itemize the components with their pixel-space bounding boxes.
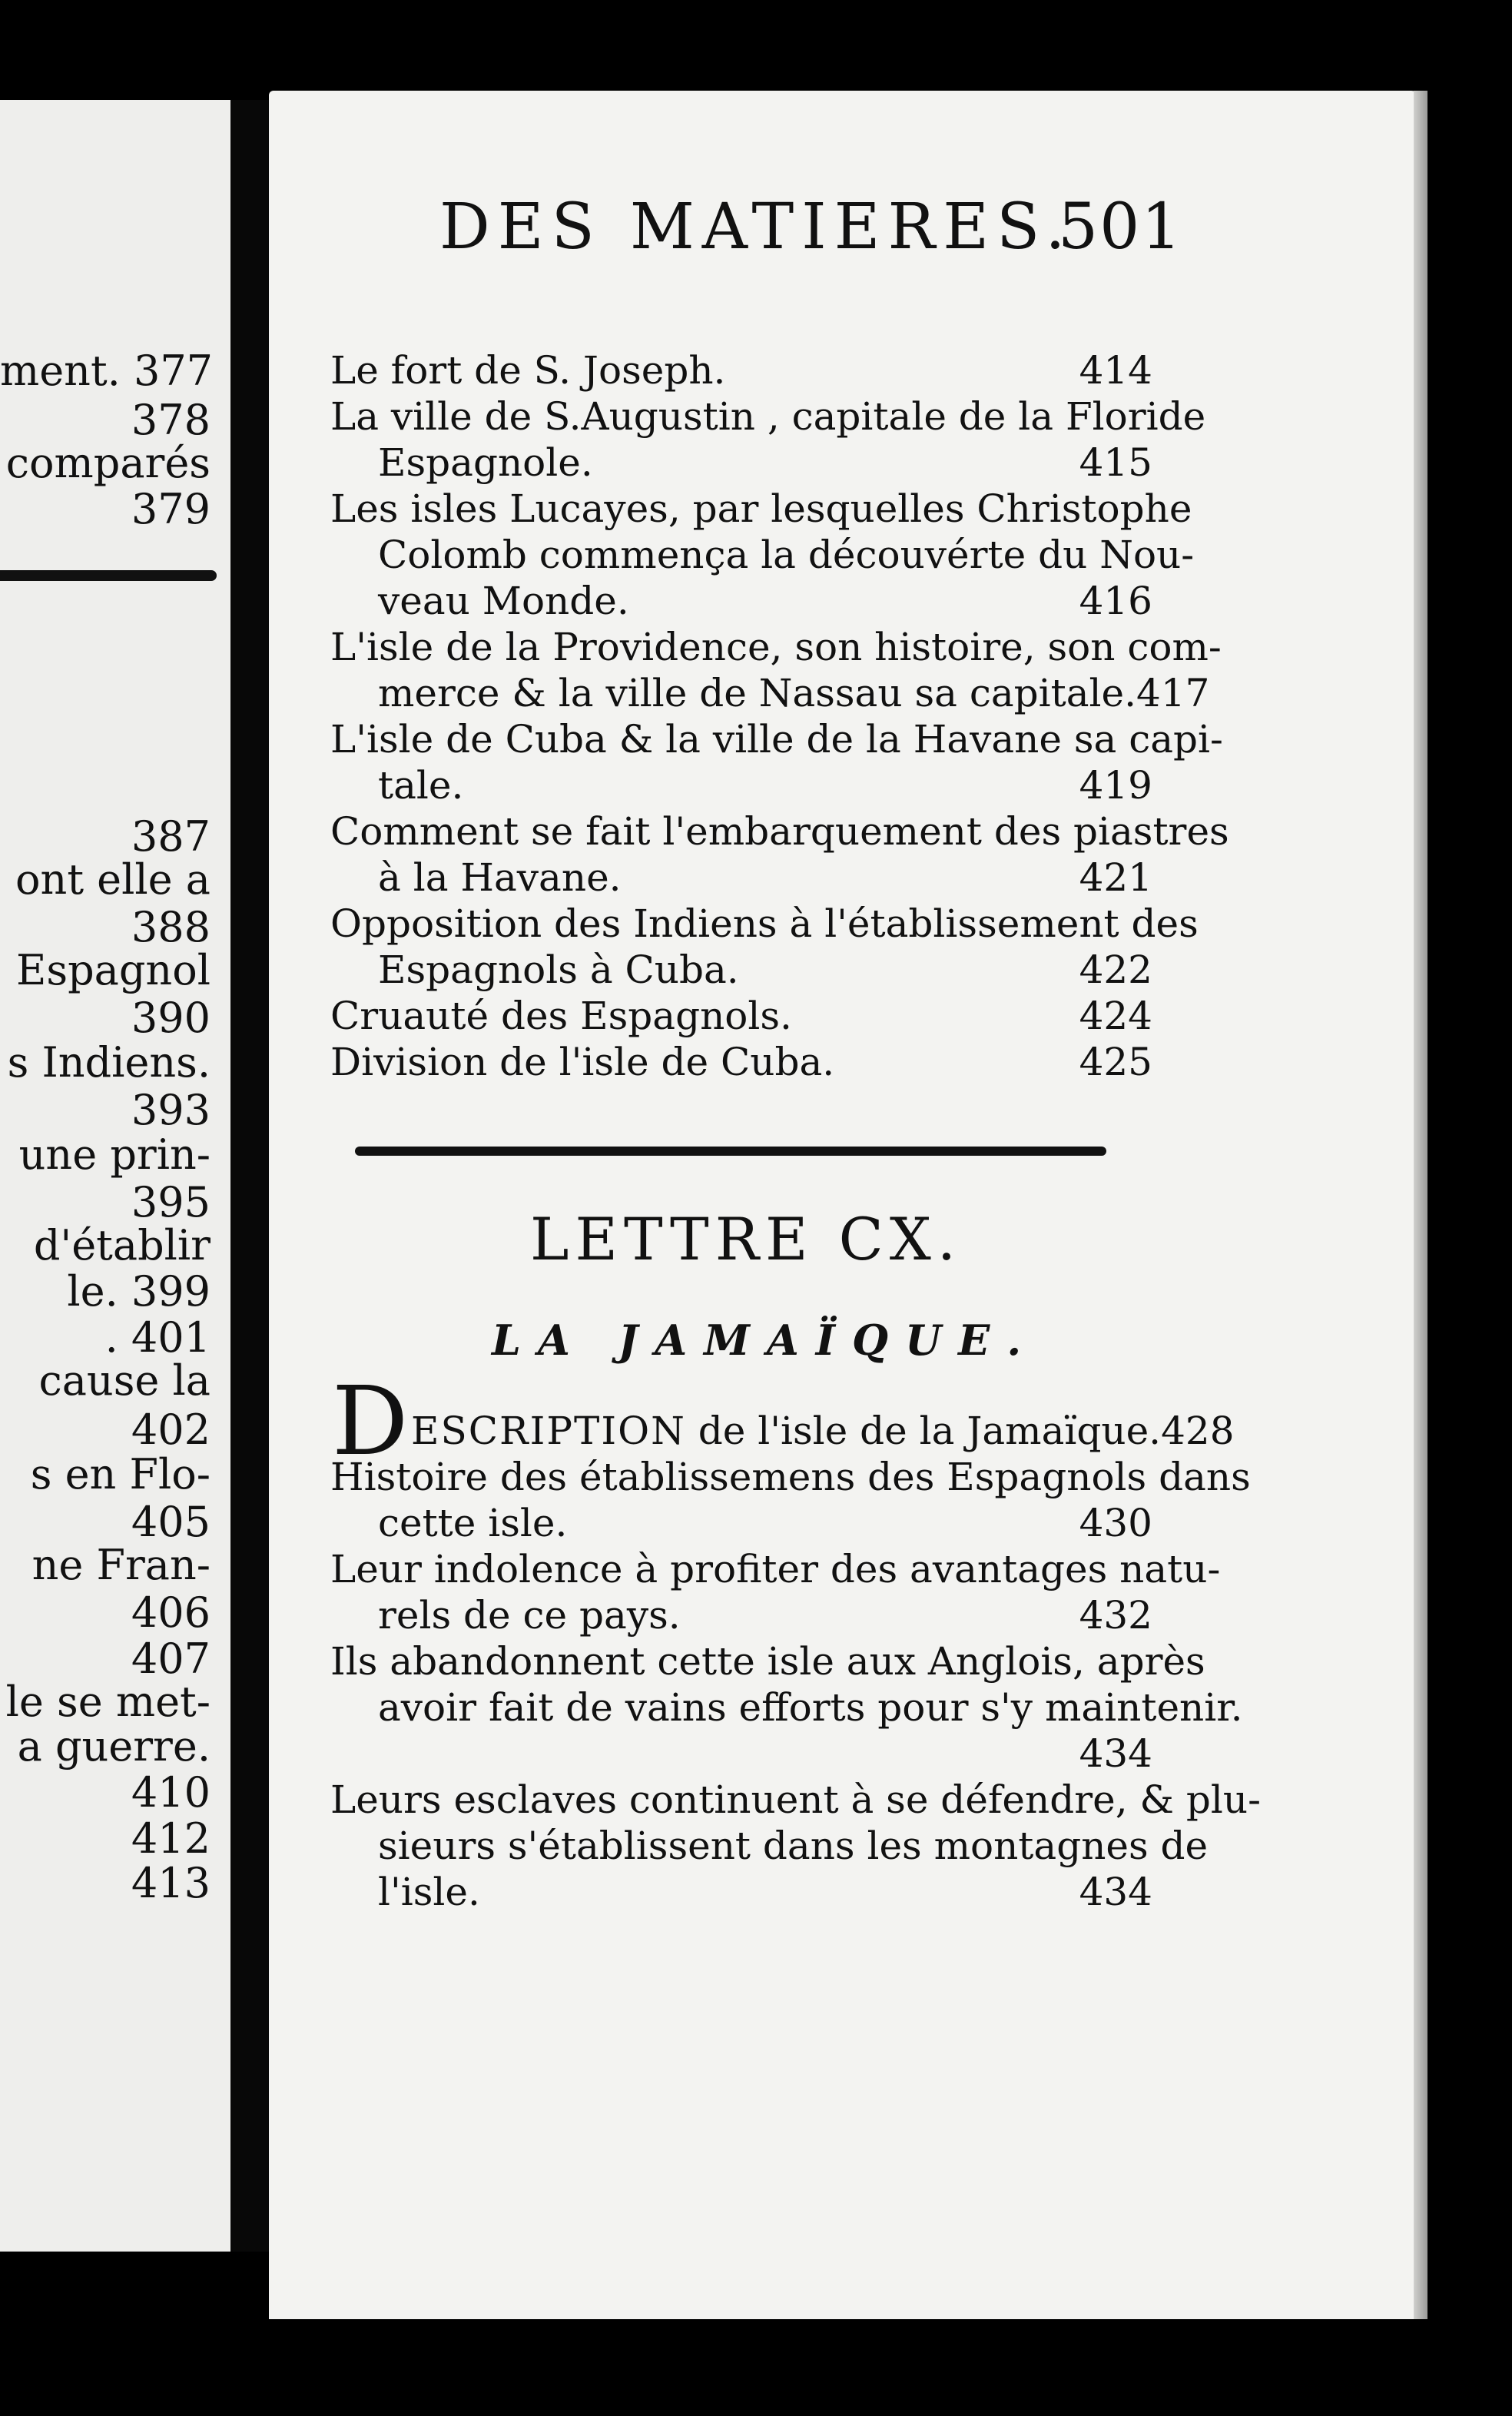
left-page-line: 378 (131, 396, 211, 444)
entry-text: Division de l'isle de Cuba. (330, 1040, 835, 1084)
left-page-line: le se met- (5, 1678, 211, 1726)
left-page-line: comparés (5, 439, 211, 487)
left-page-line: le. 399 (67, 1267, 211, 1316)
left-page-line: 406 (131, 1588, 211, 1637)
entry-text: Leurs esclaves continuent à se défendre, & plu- (330, 1777, 1261, 1822)
index-entry (330, 901, 1199, 993)
entry-page-number: 430 (1079, 1501, 1152, 1545)
entry-line (330, 1777, 1261, 1823)
index-entry (330, 347, 1152, 393)
entry-page-number: 417 (1136, 671, 1210, 715)
section-rule (355, 1147, 1106, 1156)
entry-line (330, 901, 1199, 947)
entry-line (330, 670, 1210, 716)
entry-text: Espagnole. (378, 440, 593, 485)
entry-text: cette isle. (378, 1501, 568, 1545)
entry-text: Colomb commença la découvérte du Nou- (378, 533, 1195, 577)
entry-text: à la Havane. (378, 855, 622, 900)
index-entry (330, 1638, 1243, 1777)
left-page-line: s en Flo- (30, 1450, 211, 1498)
left-page-line: 405 (131, 1498, 211, 1546)
drop-cap: D (332, 1366, 409, 1477)
letter-subtitle: LA JAMAÏQUE. (492, 1316, 1039, 1365)
entry-line (330, 393, 1206, 440)
entry-page-number: 415 (1079, 440, 1152, 485)
entry-text: Les isles Lucayes, par lesquelles Christophe (330, 486, 1192, 531)
header-title: DES MATIERES. (439, 191, 1073, 264)
index-entry (330, 1454, 1251, 1546)
left-page-line: ont elle a (15, 855, 211, 904)
index-entry (330, 486, 1195, 624)
left-page-line: d'établir (33, 1221, 211, 1269)
entry-line (330, 808, 1229, 855)
entry-page-number: 434 (1079, 1731, 1152, 1776)
entry-page-number: 432 (1079, 1593, 1152, 1638)
entry-page-number: 416 (1079, 579, 1152, 623)
entry-line (330, 716, 1223, 762)
index-entry (330, 716, 1223, 808)
left-page-line: ment. 377 (0, 347, 214, 395)
index-entry (330, 393, 1206, 486)
left-page-line: 395 (131, 1178, 211, 1226)
index-entry (330, 1039, 1152, 1085)
entry-text: avoir fait de vains efforts pour s'y maintenir. (378, 1685, 1243, 1730)
page-edge (1414, 91, 1427, 2319)
page-number: 501 (1058, 191, 1183, 264)
section-rule-left (0, 570, 217, 581)
entry-text: Opposition des Indiens à l'établissement des (330, 901, 1199, 946)
smallcaps-word: ESCRIPTION (411, 1409, 686, 1453)
entry-page-number: 425 (1079, 1040, 1152, 1084)
left-page-line: . 401 (104, 1313, 211, 1362)
index-entry (330, 1777, 1261, 1915)
entry-page-number: 422 (1079, 947, 1152, 992)
index-entry (330, 808, 1229, 901)
entry-line (330, 1684, 1243, 1731)
entry-line (330, 1454, 1251, 1500)
left-page-line: a guerre. (17, 1722, 211, 1771)
entry-page-number: 414 (1079, 348, 1152, 393)
entry-text: Ils abandonnent cette isle aux Anglois, après (330, 1639, 1205, 1684)
entry-line (330, 1546, 1221, 1592)
left-page-line: ne Fran- (32, 1541, 211, 1589)
left-page-line: 410 (131, 1768, 211, 1817)
entry-text: L'isle de Cuba & la ville de la Havane sa capi- (330, 717, 1223, 762)
left-page-line: 379 (131, 485, 211, 533)
left-page-line: 393 (131, 1086, 211, 1134)
entry-line (330, 1731, 1152, 1777)
entry-line (330, 624, 1222, 670)
entry-line (330, 440, 1152, 486)
entry-text: Le fort de S. Joseph. (330, 348, 726, 393)
entry-line (330, 1638, 1205, 1684)
entry-line (330, 993, 1152, 1039)
entry-page-number: 434 (1079, 1870, 1152, 1914)
left-page-line: 413 (131, 1859, 211, 1907)
entry-text: La ville de S.Augustin , capitale de la Floride (330, 394, 1206, 439)
left-page-line: Espagnol (15, 946, 211, 994)
index-entry (330, 1546, 1221, 1638)
left-page-line: cause la (38, 1356, 211, 1405)
left-page-line: 402 (131, 1405, 211, 1454)
left-page-line: 390 (131, 994, 211, 1042)
entry-text: l'isle. (378, 1870, 480, 1914)
left-page (0, 100, 230, 2252)
entry-text: tale. (378, 763, 464, 808)
running-header (439, 191, 1431, 264)
left-page-line: 412 (131, 1814, 211, 1863)
entry-line (330, 532, 1195, 578)
entry-text: rels de ce pays. (378, 1593, 681, 1638)
entry-page-number: 428 (1161, 1409, 1235, 1453)
entry-text: Histoire des établissemens des Espagnols dans (330, 1455, 1251, 1499)
entry-line (330, 486, 1192, 532)
entry-text: Leur indolence à profiter des avantages natu- (330, 1547, 1221, 1591)
index-entry (330, 993, 1152, 1039)
left-page-line: 388 (131, 903, 211, 951)
left-page-line: 387 (131, 812, 211, 861)
index-entry-first (411, 1408, 1235, 1454)
entry-text: Espagnols à Cuba. (378, 947, 739, 992)
entry-text: sieurs s'établissent dans les montagnes de (378, 1824, 1209, 1868)
entry-line (330, 347, 1152, 393)
entry-page-number: 419 (1079, 763, 1152, 808)
entry-line (330, 1592, 1152, 1638)
entry-page-number: 424 (1079, 994, 1152, 1038)
entry-text: Comment se fait l'embarquement des piastres (330, 809, 1229, 854)
entry-text: Cruauté des Espagnols. (330, 994, 792, 1038)
entry-text: veau Monde. (378, 579, 629, 623)
entry-page-number: 421 (1079, 855, 1152, 900)
entry-line (330, 1869, 1152, 1915)
entry-line (330, 1500, 1152, 1546)
entry-line (330, 1823, 1209, 1869)
left-page-line: une prin- (18, 1130, 211, 1179)
book-gutter (230, 100, 274, 2252)
left-page-line: s Indiens. (7, 1038, 211, 1087)
entry-line (330, 762, 1152, 808)
entry-line (330, 855, 1152, 901)
entry-line (330, 1039, 1152, 1085)
entry-text: merce & la ville de Nassau sa capitale. (378, 671, 1137, 715)
letter-title: LETTRE CX. (530, 1205, 963, 1273)
entry-text: L'isle de la Providence, son histoire, son com- (330, 625, 1222, 669)
index-entry (330, 624, 1222, 716)
entry-line (330, 947, 1152, 993)
entry-text: de l'isle de la Jamaïque. (685, 1409, 1162, 1453)
entry-line (330, 578, 1152, 624)
left-page-line: 407 (131, 1634, 211, 1683)
